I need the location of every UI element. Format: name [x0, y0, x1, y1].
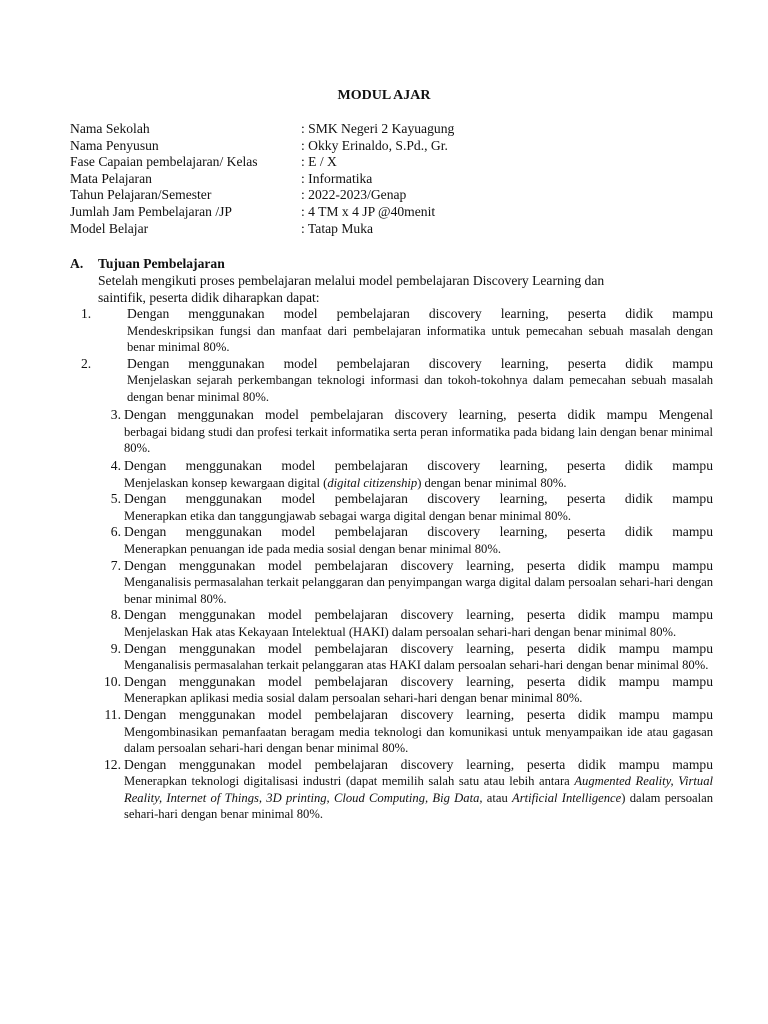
- identity-value: : Informatika: [301, 170, 373, 186]
- item-text: Dengan menggunakan model pembelajaran discovery learning, peserta didik mampu mampu Mengombinasikan pemanfaatan beragam media teknologi dan komunikasi untuk menyampaikan ide atau gagasan dalam persoalan sehari-hari dengan benar minimal 80%.: [124, 706, 713, 756]
- identity-value: : Okky Erinaldo, S.Pd., Gr.: [301, 137, 448, 153]
- item-number: 10.: [104, 673, 121, 689]
- identity-row: [70, 138, 710, 155]
- item-number: 7.: [110, 557, 121, 573]
- list-item: [70, 558, 713, 608]
- identity-value: : 4 TM x 4 JP @40menit: [301, 203, 436, 219]
- identity-label: Tahun Pelajaran/Semester: [70, 187, 212, 203]
- document-title: MODUL AJAR: [337, 88, 431, 103]
- item-number: 5.: [110, 491, 121, 507]
- item-number: 8.: [110, 607, 121, 623]
- item-text: Dengan menggunakan model pembelajaran discovery learning, peserta didik mampu Menjelaskan sejarah perkembangan teknologi informasi dan tokoh-tokohnya dalam pemecahan sebuah masalah dengan benar minimal 80%.: [127, 355, 713, 404]
- item-number: 2.: [81, 355, 92, 371]
- identity-table: [70, 121, 710, 237]
- identity-row: [70, 221, 710, 238]
- list-item: [70, 707, 713, 757]
- item-text: Dengan menggunakan model pembelajaran discovery learning, peserta didik mampu Mengenal berbagai bidang studi dan profesi terkait informatika serta peran informatika pada bidang lain dengan benar minimal 80%.: [124, 407, 713, 456]
- item-number: 3.: [110, 407, 121, 422]
- section-title: Tujuan Pembelajaran: [98, 256, 225, 271]
- item-text: Dengan menggunakan model pembelajaran discovery learning, peserta didik mampu Menerapkan penuangan ide pada media sosial dengan benar minimal 80%.: [124, 524, 713, 556]
- identity-value: : Tatap Muka: [301, 220, 374, 236]
- item-text: Dengan menggunakan model pembelajaran discovery learning, peserta didik mampu mampu Menerapkan aplikasi media sosial dalam persoalan sehari-hari dengan benar minimal 80%.: [124, 673, 713, 706]
- identity-row: [70, 154, 710, 171]
- objective-list: [70, 306, 713, 406]
- item-number: 12.: [104, 756, 121, 772]
- identity-row: [70, 204, 710, 221]
- objective-list: [70, 458, 713, 823]
- identity-value: : 2022-2023/Genap: [301, 187, 407, 203]
- list-item: [70, 757, 713, 823]
- identity-label: Model Belajar: [70, 220, 149, 236]
- identity-value: : E / X: [301, 154, 337, 170]
- intro-line: saintifik, peserta didik diharapkan dapat:: [98, 289, 320, 305]
- identity-value: : SMK Negeri 2 Kayuagung: [301, 121, 455, 136]
- item-text: Dengan menggunakan model pembelajaran discovery learning, peserta didik mampu Mendeskripsikan fungsi dan manfaat dari pembelajaran informatika untuk pemecahan sebuah masalah dengan benar minimal 80%.: [127, 306, 713, 355]
- item-text: Dengan menggunakan model pembelajaran discovery learning, peserta didik mampu Menjelaskan konsep kewargaan digital (digital citizenship) dengan benar minimal 80%.: [124, 458, 713, 490]
- list-item: [70, 641, 713, 674]
- identity-row: [70, 171, 710, 188]
- item-number: 9.: [110, 640, 121, 656]
- item-text: Dengan menggunakan model pembelajaran discovery learning, peserta didik mampu Menerapkan etika dan tanggungjawab sebagai warga digital dengan benar minimal 80%.: [124, 491, 713, 523]
- item-number: 4.: [110, 458, 121, 473]
- section-letter: A.: [70, 256, 84, 271]
- identity-label: Mata Pelajaran: [70, 170, 152, 186]
- list-item: [70, 356, 713, 406]
- item-number: 6.: [110, 524, 121, 540]
- item-text: Dengan menggunakan model pembelajaran discovery learning, peserta didik mampu mampu Menerapkan teknologi digitalisasi industri (dapat memilih salah satu atau lebih antara Augmented Reality, Virtual Reality, Internet of Things, 3D printing, Cloud Computing, Big Data, atau Artificial Intelligence) dalam persoalan sehari-hari dengan benar minimal 80%.: [124, 756, 713, 822]
- list-item: [70, 524, 713, 557]
- item-number: 1.: [81, 306, 92, 321]
- objective-list: [70, 407, 713, 457]
- identity-label: Jumlah Jam Pembelajaran /JP: [70, 203, 232, 219]
- item-text: Dengan menggunakan model pembelajaran discovery learning, peserta didik mampu mampu Menganalisis permasalahan terkait pelanggaran atas HAKI dalam persoalan sehari-hari dengan benar minimal 80%.: [124, 640, 713, 673]
- item-text: Dengan menggunakan model pembelajaran discovery learning, peserta didik mampu mampu Menganalisis permasalahan terkait pelanggaran dan penyimpangan warga digital dalam persoalan sehari-hari dengan benar minimal 80%.: [124, 557, 713, 606]
- list-item: [70, 607, 713, 640]
- identity-label: Nama Sekolah: [70, 121, 150, 136]
- list-item: [70, 306, 713, 356]
- item-number: 11.: [104, 706, 121, 722]
- list-item: [70, 407, 713, 457]
- item-text: Dengan menggunakan model pembelajaran discovery learning, peserta didik mampu mampu Menjelaskan Hak atas Kekayaan Intelektual (HAKI) dalam persoalan sehari-hari dengan benar minimal 80%.: [124, 607, 713, 639]
- identity-row: [70, 187, 710, 204]
- list-item: [70, 674, 713, 707]
- list-item: [70, 458, 713, 491]
- identity-row: [70, 121, 710, 138]
- section-heading: [70, 256, 710, 273]
- list-item: [70, 491, 713, 524]
- section-intro: [98, 273, 688, 306]
- intro-line: Setelah mengikuti proses pembelajaran melalui model pembelajaran Discovery Learning dan: [98, 273, 605, 288]
- identity-label: Fase Capaian pembelajaran/ Kelas: [70, 154, 258, 170]
- identity-label: Nama Penyusun: [70, 137, 159, 153]
